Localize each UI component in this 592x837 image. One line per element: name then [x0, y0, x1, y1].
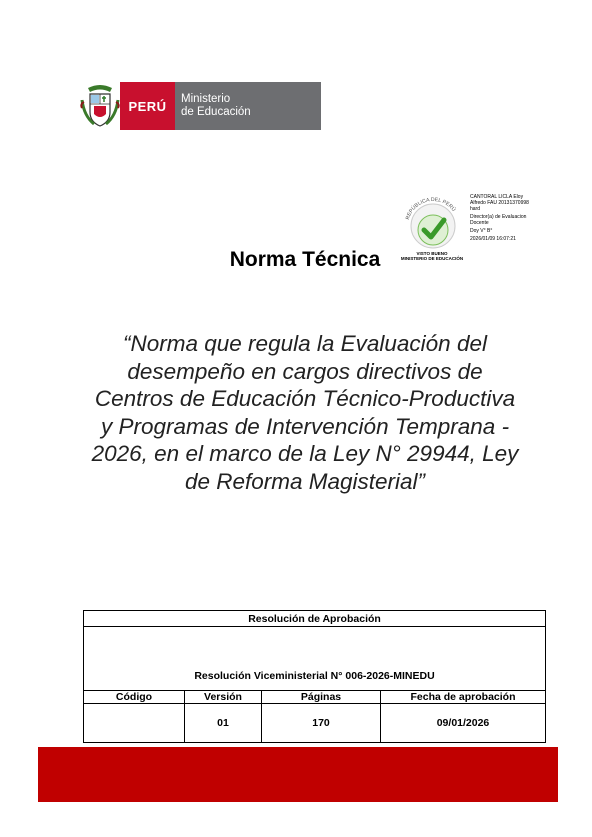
signer-name-line-3: hard	[470, 206, 481, 212]
value-fecha: 09/01/2026	[381, 704, 546, 743]
document-title: Norma Técnica	[229, 248, 381, 271]
signer-name-line-2: Alfredo FAU 20131370998	[470, 200, 529, 206]
column-version: Versión	[185, 691, 262, 704]
stamp-caption-line-2: MINISTERIO DE EDUCACIÓN	[400, 256, 464, 261]
peru-label: PERÚ	[120, 82, 175, 130]
minedu-logo	[80, 82, 321, 130]
signer-role	[470, 214, 560, 226]
digital-signature	[470, 194, 560, 244]
table-resolution-row	[84, 627, 546, 691]
column-paginas: Páginas	[262, 691, 381, 704]
value-paginas: 170	[262, 704, 381, 743]
footer-bar	[38, 747, 558, 802]
signature-approval: Doy V° B°	[470, 228, 493, 234]
column-fecha: Fecha de aprobación	[381, 691, 546, 704]
stamp-arc-text: REPÚBLICA DEL PERÚ	[404, 196, 457, 221]
table-columns-row	[84, 691, 546, 704]
signer-role-line-1: Director(a) de Evaluacion	[470, 214, 527, 220]
table-header-row	[84, 611, 546, 627]
resolution-number: Resolución Viceministerial N° 006-2026-MINEDU	[84, 627, 546, 691]
signer-role-line-2: Docente	[470, 220, 489, 226]
ministry-label	[175, 82, 321, 130]
table-header: Resolución de Aprobación	[84, 611, 546, 627]
document-subtitle: “Norma que regula la Evaluación del desempeño en cargos directivos de Centros de Educación Técnico-Productiva y Programas de Intervención Temprana - 2026, en el marco de la Ley N° 29944, Ley de Reforma Magisterial”	[91, 331, 519, 494]
column-codigo: Código	[84, 691, 185, 704]
signer-name	[470, 194, 560, 212]
value-version: 01	[185, 704, 262, 743]
ministry-line-2: de Educación	[181, 106, 251, 118]
stamp-caption-line-1: VISTO BUENO	[416, 251, 448, 256]
ministry-line-1: Ministerio	[181, 93, 231, 105]
peru-coat-of-arms-icon	[80, 82, 120, 130]
signer-name-line-1: CANTORAL LICLA Eloy	[470, 194, 524, 200]
value-codigo	[84, 704, 185, 743]
approval-table	[83, 610, 546, 743]
signature-timestamp: 2026/01/09 16:07:21	[470, 236, 516, 242]
table-values-row	[84, 704, 546, 743]
